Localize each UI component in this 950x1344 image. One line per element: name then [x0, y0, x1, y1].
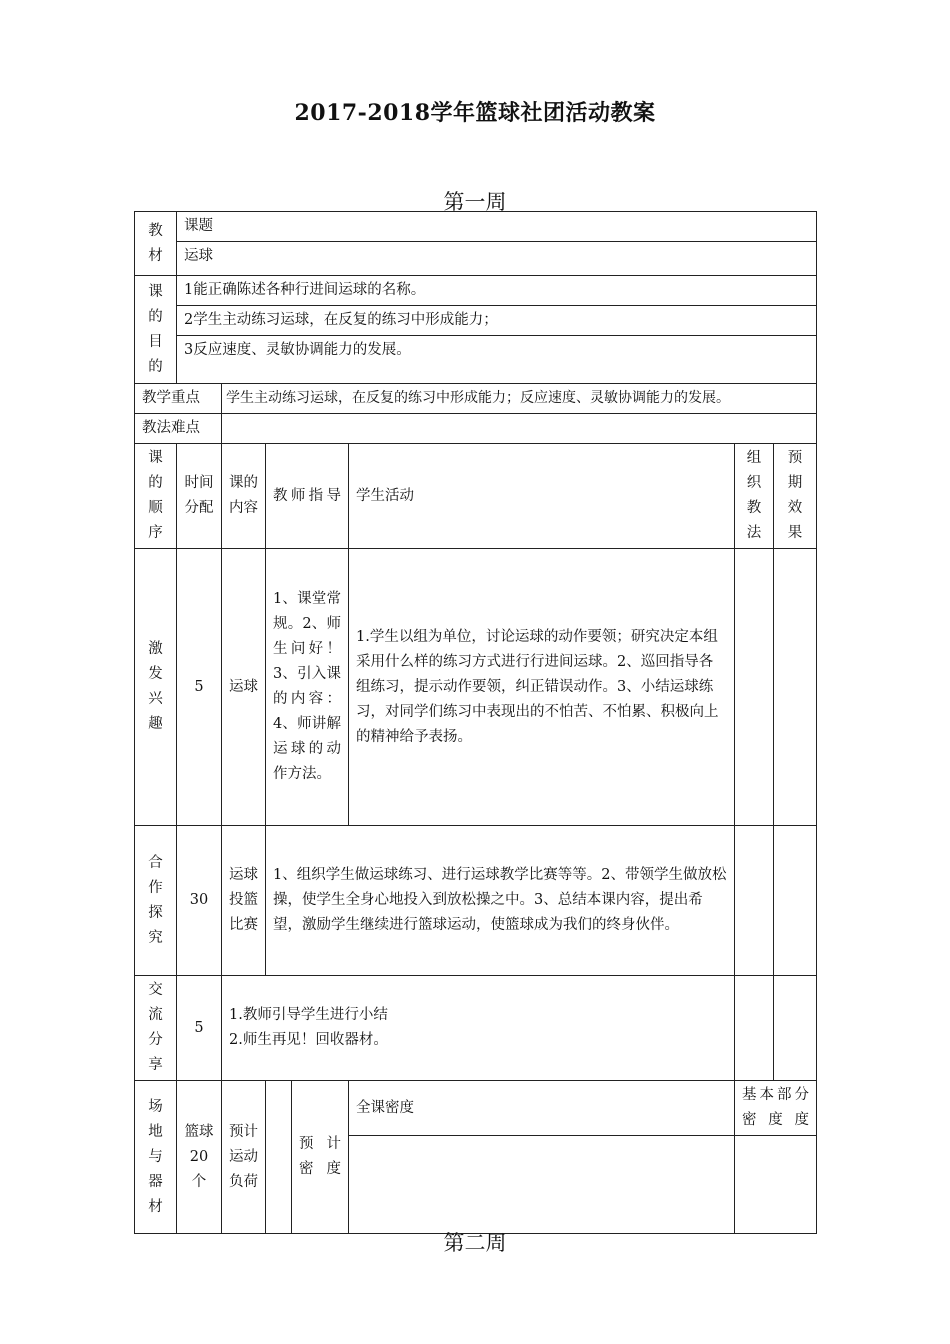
venue-basic-density-value	[735, 1136, 817, 1234]
venue-full-density-value	[349, 1136, 735, 1234]
material-label: 教材	[135, 212, 177, 276]
stage2-activity: 1、组织学生做运球练习、进行运球教学比赛等等。2、带领学生做放松操，使学生全身心地投入到放松操之中。3、总结本课内容，提出希望，激励学生继续进行篮球运动，使篮球成为我们的终身伙伴。	[266, 826, 735, 976]
stage3-effect	[774, 976, 817, 1081]
stage3-activity	[222, 976, 735, 1081]
stage2-method	[735, 826, 774, 976]
venue-full-density: 全课密度	[349, 1081, 735, 1136]
stage1-method	[735, 549, 774, 826]
stage3-line-1: 1.教师引导学生进行小结	[229, 1007, 388, 1023]
stage1-effect	[774, 549, 817, 826]
stage1-student: 1.学生以组为单位，讨论运球的动作要领；研究决定本组采用什么样的练习方式进行行进间运球。2、巡回指导各组练习，提示动作要领，纠正错误动作。3、小结运球练习，对同学们练习中表现出的不怕苦、不怕累、积极向上的精神给予表扬。	[349, 549, 735, 826]
difficulty-text	[222, 414, 817, 444]
stage2-name: 合作探究	[135, 826, 177, 976]
week-heading-2: 第二周	[443, 1231, 507, 1255]
venue-basic-density: 基本部分密度度	[735, 1081, 817, 1136]
stage2-time: 30	[177, 826, 222, 976]
venue-load-value	[266, 1081, 292, 1234]
venue-label: 场地与器材	[135, 1081, 177, 1234]
header-content: 课的内容	[222, 444, 266, 549]
week-heading-1: 第一周	[443, 190, 507, 214]
focus-label: 教学重点	[135, 384, 222, 414]
venue-equipment: 篮球20个	[177, 1081, 222, 1234]
header-teacher: 教师指导	[266, 444, 349, 549]
stage3-method	[735, 976, 774, 1081]
stage3-line-2: 2.师生再见！回收器材。	[229, 1032, 388, 1048]
stage3-name: 交流分享	[135, 976, 177, 1081]
goal-item-1: 1能正确陈述各种行进间运球的名称。	[177, 276, 817, 306]
focus-text: 学生主动练习运球，在反复的练习中形成能力；反应速度、灵敏协调能力的发展。	[222, 384, 817, 414]
lesson-plan-table	[134, 211, 817, 1234]
topic-label: 课题	[177, 212, 817, 242]
stage1-name: 激发兴趣	[135, 549, 177, 826]
header-effect: 预期效果	[774, 444, 817, 549]
header-method: 组织教法	[735, 444, 774, 549]
header-order: 课的顺序	[135, 444, 177, 549]
venue-density: 预计密度	[292, 1081, 349, 1234]
difficulty-label: 教法难点	[135, 414, 222, 444]
stage1-time: 5	[177, 549, 222, 826]
venue-load: 预计运动负荷	[222, 1081, 266, 1234]
stage3-time: 5	[177, 976, 222, 1081]
goal-item-2: 2学生主动练习运球，在反复的练习中形成能力；	[177, 306, 817, 336]
goal-item-3: 3反应速度、灵敏协调能力的发展。	[177, 336, 817, 384]
header-time: 时间分配	[177, 444, 222, 549]
document-title: 2017-2018学年篮球社团活动教案	[294, 100, 656, 126]
topic-value: 运球	[177, 242, 817, 276]
stage1-content: 运球	[222, 549, 266, 826]
goals-label: 课的目的	[135, 276, 177, 384]
stage2-content: 运球投篮比赛	[222, 826, 266, 976]
stage1-teacher: 1、课堂常规。2、师生问好！3、引入课的内容：4、师讲解运球的动作方法。	[266, 549, 349, 826]
stage2-effect	[774, 826, 817, 976]
header-student: 学生活动	[349, 444, 735, 549]
